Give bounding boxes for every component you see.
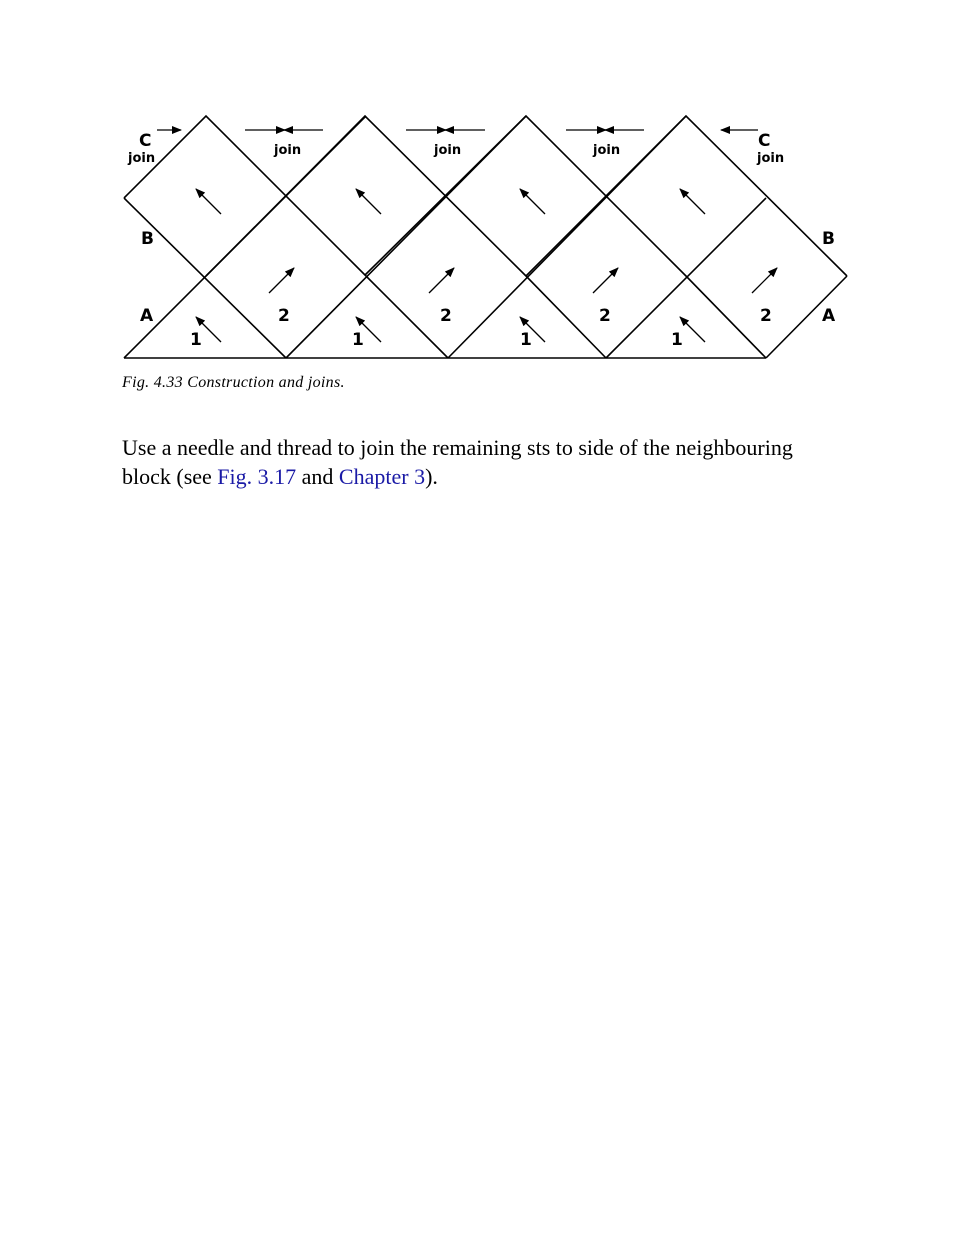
diagonal-up-2 <box>286 116 526 358</box>
arrow-up-left-icon <box>520 189 545 214</box>
fig-3-17-link[interactable]: Fig. 3.17 <box>217 464 297 489</box>
block-outlines <box>124 116 847 358</box>
label-a-left: A <box>140 306 154 326</box>
label-1: 1 <box>352 330 364 350</box>
join-label-1: join <box>274 143 302 158</box>
label-2: 2 <box>440 306 452 326</box>
paragraph-text-start: Use a needle and thread to join the remaining sts to side of the neighbouring block (see <box>122 435 793 489</box>
chapter-3-link[interactable]: Chapter 3 <box>338 464 426 489</box>
arrow-up-left-icon <box>196 189 221 214</box>
join-label-2: join <box>434 143 462 158</box>
paragraph-text-end: ). <box>425 464 438 489</box>
label-a-right: A <box>822 306 836 326</box>
join-label-right: join <box>757 151 785 166</box>
label-2: 2 <box>599 306 611 326</box>
label-1: 1 <box>671 330 683 350</box>
label-1: 1 <box>520 330 532 350</box>
arrow-up-right-icon <box>269 268 294 293</box>
label-2: 2 <box>278 306 290 326</box>
join-label-left: join <box>128 151 156 166</box>
arrow-up-left-icon <box>680 317 705 342</box>
label-c-right: C <box>758 131 771 151</box>
paragraph-text-middle: and <box>296 464 339 489</box>
label-b-right: B <box>822 229 835 249</box>
arrow-up-right-icon <box>593 268 618 293</box>
arrow-up-left-icon <box>356 189 381 214</box>
join-label-3: join <box>593 143 621 158</box>
figure-caption: Fig. 4.33 Construction and joins. <box>122 374 345 391</box>
label-c-left: C <box>139 131 152 151</box>
label-b-left: B <box>141 229 154 249</box>
arrow-up-right-icon <box>429 268 454 293</box>
arrow-up-right-icon <box>752 268 777 293</box>
arrow-up-left-icon <box>680 189 705 214</box>
label-1: 1 <box>190 330 202 350</box>
label-2: 2 <box>760 306 772 326</box>
diagonal-up-3 <box>448 116 686 358</box>
diagonal-up-1 <box>124 116 366 358</box>
body-paragraph <box>122 433 842 491</box>
construction-joins-diagram <box>0 0 970 380</box>
